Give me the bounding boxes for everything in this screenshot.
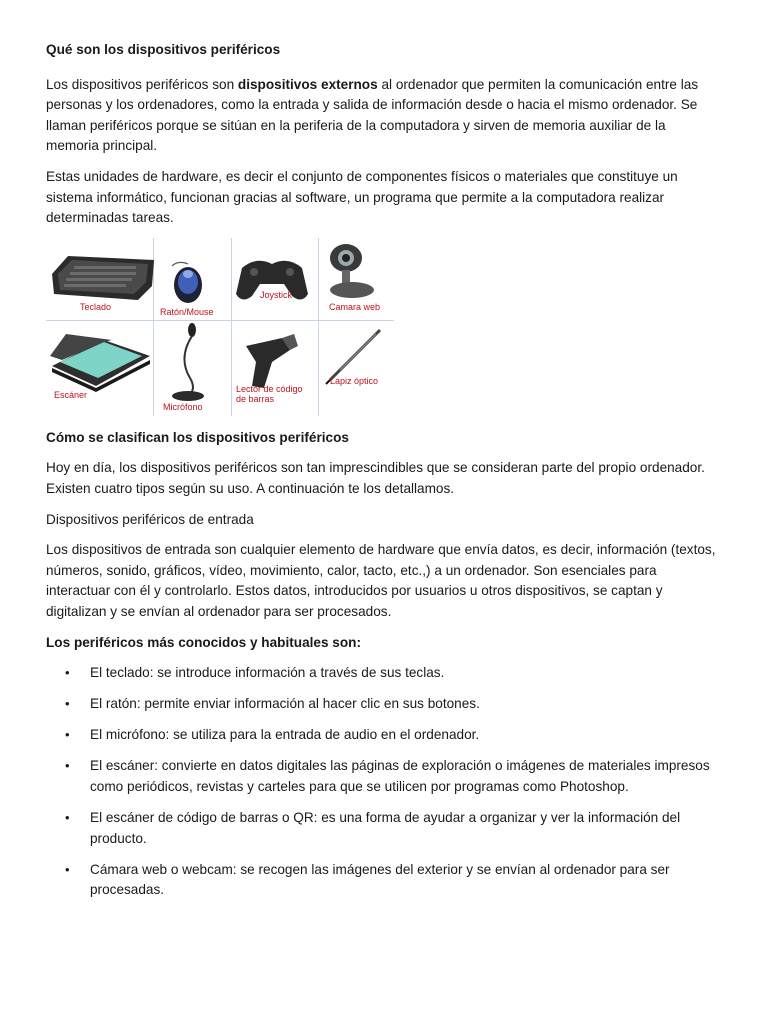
caption-webcam: Camara web (329, 301, 381, 312)
bullet-icon: • (65, 810, 70, 826)
list-item (46, 725, 722, 746)
caption-keyboard: Teclado (80, 301, 112, 312)
intro-text-start: Los dispositivos periféricos son (46, 76, 238, 92)
document-page (46, 40, 722, 901)
list-item-text: Cámara web o webcam: se recogen las imágenes del exterior y se envían al ordenador para ser procesadas. (90, 861, 670, 898)
list-item-text: El escáner de código de barras o QR: es una forma de ayudar a organizar y ver la información del producto. (90, 810, 681, 846)
section-heading-what-are: Qué son los dispositivos periféricos (46, 42, 281, 57)
list-item (46, 663, 722, 684)
intro-paragraph (46, 75, 722, 157)
types-paragraph: Hoy en día, los dispositivos periféricos son tan imprescindibles que se consideran parte del propio ordenador. Existen cuatro tipos según su uso. A continuación te los detallamos. (46, 460, 705, 496)
caption-microphone: Micrófono (163, 401, 203, 412)
bullet-icon: • (65, 727, 70, 743)
list-item-text: El teclado: se introduce información a través de sus teclas. (90, 665, 445, 681)
hardware-paragraph: Estas unidades de hardware, es decir el conjunto de componentes físicos o materiales que constituye un sistema informático, funcionan gracias al software, un programa que permite a la computadora realizar determinadas tareas. (46, 168, 678, 226)
intro-text-end: al ordenador que permiten la comunicación entre las personas y los ordenadores, como la entrada y salida de información desde o hacia el mismo ordenador. Se llaman periféricos porque se sitúan en la periferia de la computadora y sirven de memoria auxiliar de la memoria principal. (46, 76, 699, 154)
list-item (46, 808, 722, 849)
list-item (46, 860, 722, 901)
input-devices-subheading: Dispositivos periféricos de entrada (46, 511, 254, 527)
intro-text-bold: dispositivos externos (237, 76, 378, 92)
bullet-icon: • (65, 696, 70, 712)
list-item (46, 756, 722, 797)
list-item-text: El escáner: convierte en datos digitales las páginas de exploración o imágenes de materiales impresos como periódicos, revistas y carteles para que se utilicen por programas como Photoshop. (90, 758, 710, 794)
bullet-icon: • (65, 861, 70, 877)
list-item-text: El micrófono: se utiliza para la entrada de audio en el ordenador. (90, 727, 480, 743)
caption-mouse: Ratón/Mouse (160, 306, 214, 317)
peripherals-list (46, 663, 722, 901)
bullet-icon: • (65, 665, 70, 681)
caption-barcode-reader: Lector de código de barras (236, 383, 303, 404)
caption-scanner: Escáner (54, 389, 88, 400)
light-pen-image (46, 238, 394, 416)
input-devices-paragraph: Los dispositivos de entrada son cualquier elemento de hardware que envía datos, es decir, información (textos, números, sonido, gráficos, vídeo, movimiento, calor, tacto, etc.,) a un ordenador. Son esenciales para interactuar con él y controlarlo. Estos datos, introducidos por usuarios u otros dispositivos, se captan y digitalizan y se envían al ordenador para ser procesados. (46, 542, 716, 619)
caption-light-pen: Lapiz óptico (330, 375, 379, 386)
peripherals-figure (46, 238, 394, 416)
list-item (46, 694, 722, 715)
bullet-icon: • (65, 758, 70, 774)
caption-joystick: Joystick (260, 289, 293, 300)
list-item-text: El ratón: permite enviar información al hacer clic en sus botones. (90, 696, 480, 712)
section-heading-classification: Cómo se clasifican los dispositivos periféricos (46, 429, 349, 445)
list-heading: Los periféricos más conocidos y habituales son: (46, 634, 362, 650)
